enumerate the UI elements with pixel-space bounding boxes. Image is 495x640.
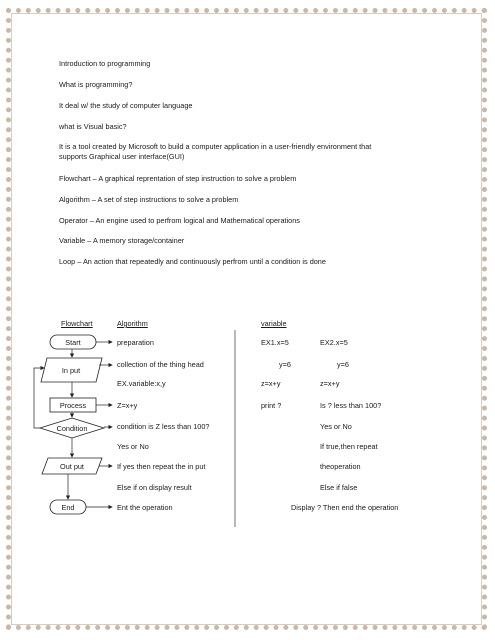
- note-vb-line1: It is a tool created by Microsoft to build a computer application in a user-friendly environment that: [59, 142, 372, 151]
- input-label: In put: [61, 366, 81, 375]
- ex1-z: z=x+y: [261, 379, 281, 388]
- note-loop: Loop – An action that repeatedly and continuously perfrom until a condition is done: [59, 257, 326, 266]
- start-label: Start: [65, 338, 81, 347]
- algo-else-if: Else if on display result: [117, 483, 192, 492]
- ex1-y: y=6: [279, 360, 291, 369]
- ex2-else-false: Else if false: [320, 483, 358, 492]
- ex1-x: EX1.x=5: [261, 338, 289, 347]
- note-vb-line2: supports Graphical user interface(GUI): [59, 152, 185, 161]
- ex2-y: y=6: [337, 360, 349, 369]
- process-label: Process: [59, 401, 87, 410]
- algo-if-yes: If yes then repeat the in put: [117, 462, 206, 471]
- ex2-the-op: theoperation: [320, 462, 361, 471]
- algo-ent: Ent the operation: [117, 503, 173, 512]
- header-flowchart: Flowchart: [61, 319, 93, 328]
- header-algorithm: Algorithm: [117, 319, 148, 328]
- ex2-display: Display ? Then end the operation: [291, 503, 399, 512]
- algo-ex-variable: EX.variable:x,y: [117, 379, 166, 388]
- note-deal: It deal w/ the study of computer language: [59, 101, 193, 110]
- note-flowchart: Flowchart – A graphical reprentation of step instruction to solve a problem: [59, 174, 297, 183]
- note-intro: Introduction to programming: [59, 59, 151, 68]
- end-label: End: [61, 503, 75, 512]
- algo-condition: condition is Z less than 100?: [117, 422, 210, 431]
- note-algorithm: Algorithm – A set of step instructions to solve a problem: [59, 195, 239, 204]
- algo-preparation: preparation: [117, 338, 154, 347]
- note-variable: Variable – A memory storage/container: [59, 236, 185, 245]
- algo-zxy: Z=x+y: [117, 401, 138, 410]
- note-vb-question: what is Visual basic?: [59, 122, 127, 131]
- output-label: Out put: [60, 462, 84, 471]
- condition-label: Condition: [56, 424, 88, 433]
- ex1-print: print ?: [261, 401, 282, 410]
- ex2-x: EX2.x=5: [320, 338, 348, 347]
- note-what-is: What is programming?: [59, 80, 133, 89]
- ex2-yes-no: Yes or No: [320, 422, 352, 431]
- ex2-if-true: If true,then repeat: [320, 442, 378, 451]
- header-variable: variable: [261, 319, 287, 328]
- ex2-z: z=x+y: [320, 379, 340, 388]
- algo-yes-no: Yes or No: [117, 442, 149, 451]
- ex2-is-less: Is ? less than 100?: [320, 401, 382, 410]
- note-operator: Operator – An engine used to perfrom logical and Mathematical operations: [59, 216, 300, 225]
- algo-collection: collection of the thing head: [117, 360, 204, 369]
